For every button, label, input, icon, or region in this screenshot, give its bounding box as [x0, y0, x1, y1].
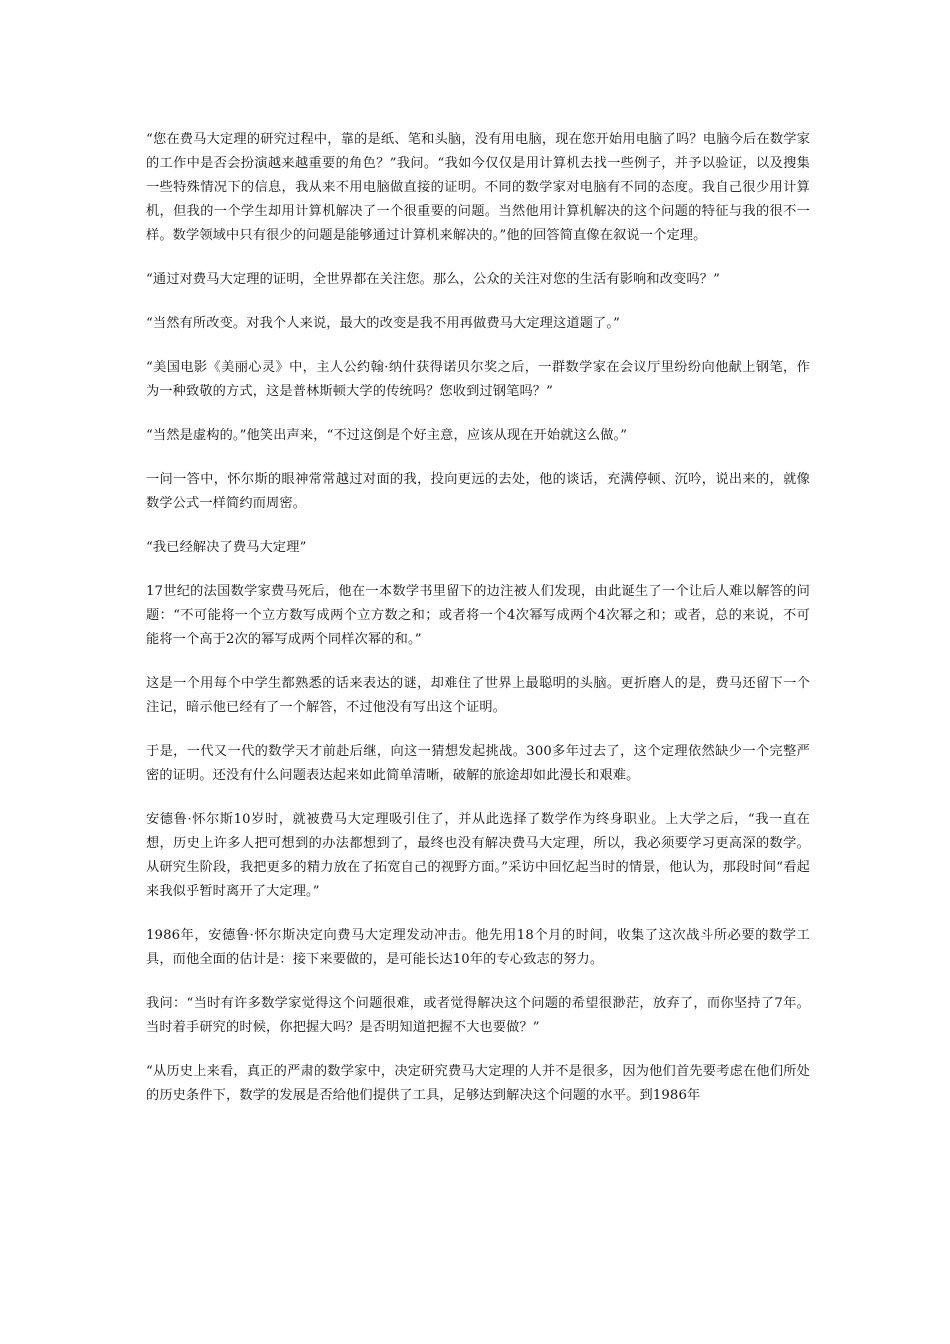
paragraph-interview-description: 一问一答中，怀尔斯的眼神常常越过对面的我，投向更远的去处，他的谈话，充满停顿、沉吟，说出来的，就像数学公式一样简约而周密。 — [146, 472, 810, 511]
document-body — [146, 128, 810, 1128]
paragraph-beautiful-mind-question: “美国电影《美丽心灵》中，主人公约翰·纳什获得诺贝尔奖之后，一群数学家在会议厅里纷纷向他献上钢笔，作为一种致敬的方式，这是普林斯顿大学的传统吗？您收到过钢笔吗？” — [146, 360, 810, 399]
section-heading: “我已经解决了费马大定理” — [146, 540, 307, 555]
paragraph-1986-attack: 1986年，安德鲁·怀尔斯决定向费马大定理发动冲击。他先用18个月的时间，收集了这次战斗所必要的数学工具，而他全面的估计是：接下来要做的，是可能长达10年的专心致志的努力。 — [146, 928, 810, 967]
paragraph-fermat-history: 17世纪的法国数学家费马死后，他在一本数学书里留下的边注被人们发现，由此诞生了一个让后人难以解答的问题：“不可能将一个立方数写成两个立方数之和；或者将一个4次幂写成两个4次幂之和；或者，总的来说，不可能将一个高于2次的幂写成两个同样次幂的和。” — [146, 584, 810, 647]
paragraph-life-change-answer: “当然有所改变。对我个人来说，最大的改变是我不用再做费马大定理这道题了。” — [146, 316, 620, 331]
paragraph-public-attention-question: “通过对费马大定理的证明，全世界都在关注您。那么，公众的关注对您的生活有影响和改变吗？” — [146, 272, 720, 287]
paragraph-challenge: 于是，一代又一代的数学天才前赴后继，向这一猜想发起挑战。300多年过去了，这个定理依然缺少一个完整严密的证明。还没有什么问题表达起来如此简单清晰，破解的旅途却如此漫长和艰难。 — [146, 744, 810, 783]
paragraph-wiles-youth: 安德鲁·怀尔斯10岁时，就被费马大定理吸引住了，并从此选择了数学作为终身职业。上大学之后，“我一直在想，历史上许多人把可想到的办法都想到了，最终也没有解决费马大定理，所以，我必须要学习更高深的数学。从研究生阶段，我把更多的精力放在了拓宽自己的视野方面。”采访中回忆起当时的情景，他认为，那段时间“看起来我似乎暂时离开了大定理。” — [146, 812, 810, 899]
paragraph-fiction-answer: “当然是虚构的。”他笑出声来，“不过这倒是个好主意，应该从现在开始就这么做。” — [146, 428, 628, 443]
paragraph-persistence-question: 我问：“当时有许多数学家觉得这个问题很难，或者觉得解决这个问题的希望很渺茫，放弃了，而你坚持了7年。当时着手研究的时候，你把握大吗？是否明知道把握不大也要做？” — [146, 996, 810, 1035]
paragraph-riddle: 这是一个用每个中学生都熟悉的话来表达的谜，却难住了世界上最聪明的头脑。更折磨人的是，费马还留下一个注记，暗示他已经有了一个解答，不过他没有写出这个证明。 — [146, 676, 810, 715]
paragraph-computer-question: “您在费马大定理的研究过程中，靠的是纸、笔和头脑，没有用电脑，现在您开始用电脑了吗？电脑今后在数学家的工作中是否会扮演越来越重要的角色？”我问。“我如今仅仅是用计算机去找一些例子，并予以验证，以及搜集一些特殊情况下的信息，我从来不用电脑做直接的证明。不同的数学家对电脑有不同的态度。我自己很少用计算机，但我的一个学生却用计算机解决了一个很重要的问题。当然他用计算机解决的这个问题的特征与我的很不一样。数学领域中只有很少的问题是能够通过计算机来解决的。”他的回答简直像在叙说一个定理。 — [146, 132, 810, 243]
paragraph-history-answer: “从历史上来看，真正的严肃的数学家中，决定研究费马大定理的人并不是很多，因为他们首先要考虑在他们所处的历史条件下，数学的发展是否给他们提供了工具，足够达到解决这个问题的水平。到1986年 — [146, 1064, 810, 1103]
